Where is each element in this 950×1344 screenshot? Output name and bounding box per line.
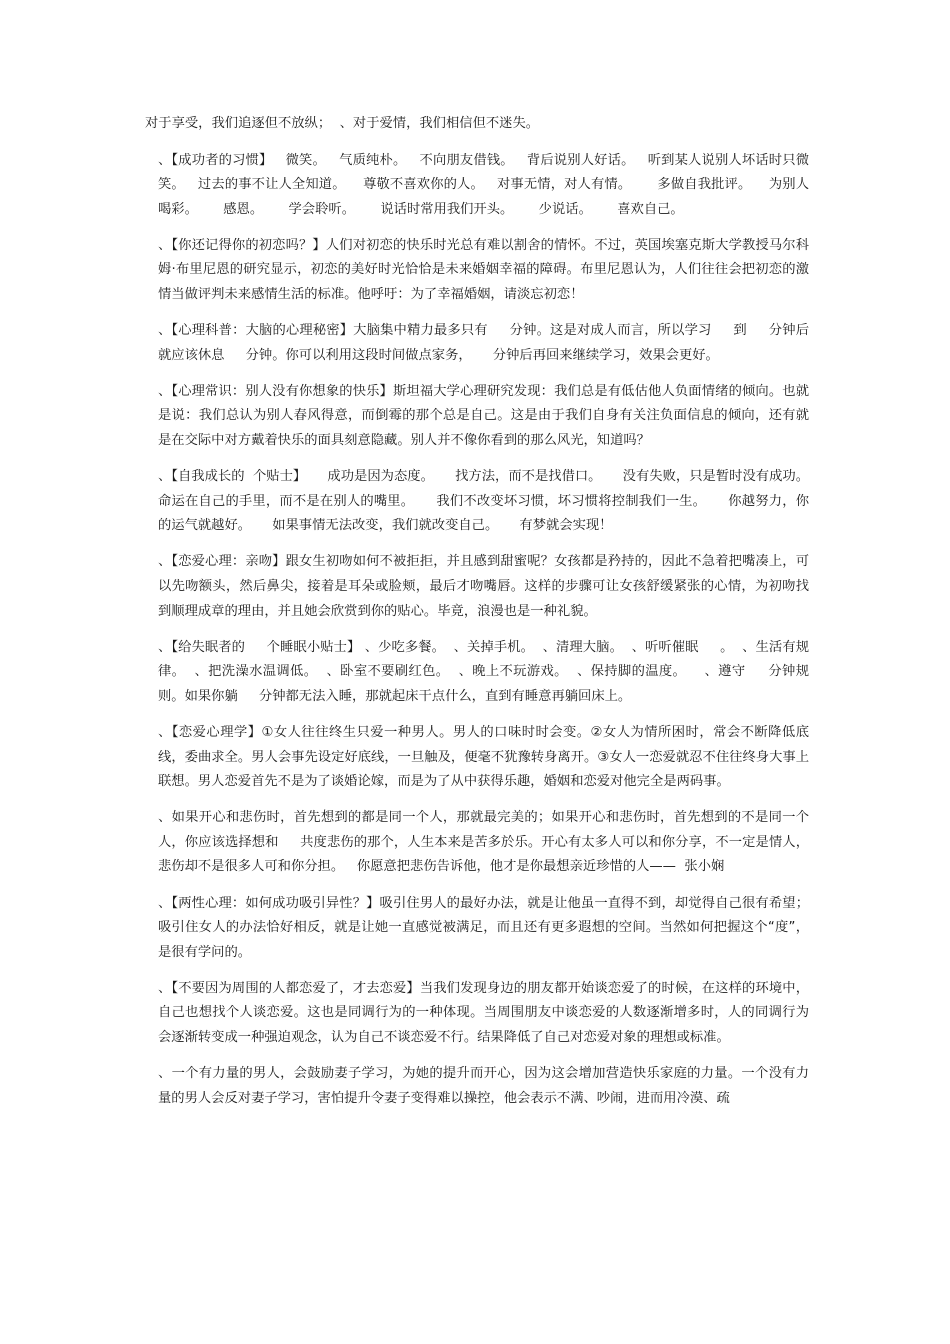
paragraph-attraction: 、【两性心理：如何成功吸引异性？】吸引住男人的最好办法，就是让他虽一直得不到，却觉得自己很有希望；吸引住女人的办法恰好相反，就是让她一直感觉被满足，而且还有更多遐想的空间。当然如何把握这个“度”，是很有学问的。	[158, 895, 809, 960]
document-body	[145, 112, 831, 1123]
paragraph-joy-sorrow: 、如果开心和悲伤时，首先想到的都是同一个人，那就最完美的；如果开心和悲伤时，首先想到的不是同一个人，你应该选择想和 共度悲伤的那个，人生本来是苦多於乐。开心有太多人可以和你分享，不一定是情人，悲伤却不是很多人可和你分担。 你愿意把悲伤告诉他，他才是你最想亲近珍惜的人—— 张小娴	[158, 810, 809, 875]
paragraph-first-love: 、【你还记得你的初恋吗？】人们对初恋的快乐时光总有难以割舍的情怀。不过，英国埃塞克斯大学教授马尔科姆·布里尼恩的研究显示，初恋的美好时光恰恰是未来婚姻幸福的障碍。布里尼恩认为，人们往往会把初恋的激情当做评判未来感情生活的标准。他呼吁：为了幸福婚姻，请淡忘初恋！	[158, 237, 809, 303]
paragraph-peer-pressure: 、【不要因为周围的人都恋爱了，才去恋爱】当我们发现身边的朋友都开始谈恋爱了的时候，在这样的环境中，自己也想找个人谈恋爱。这也是同调行为的一种体现。当周围朋友中谈恋爱的人数逐渐增多时，人的同调行为会逐渐转变成一种强迫观念，认为自己不谈恋爱不行。结果降低了自己对恋爱对象的理想或标准。	[158, 980, 809, 1045]
paragraph-success-habits: 、【成功者的习惯】 微笑。 气质纯朴。 不向朋友借钱。 背后说别人好话。 听到某人说别人坏话时只微笑。 过去的事不让人全知道。 尊敬不喜欢你的人。 对事无情，对人有情。 多做自我批评。 为别人喝彩。 感恩。 学会聆听。 说话时常用我们开头。 少说话。 喜欢自己。	[158, 152, 809, 217]
paragraph-kiss: 、【恋爱心理：亲吻】跟女生初吻如何不被拒拒，并且感到甜蜜呢？女孩都是矜持的，因此不急着把嘴凑上，可以先吻额头，然后鼻尖，接着是耳朵或脸颊，最后才吻嘴唇。这样的步骤可让女孩舒缓紧张的心情，为初吻找到顺理成章的理由，并且她会欣赏到你的贴心。毕竟，浪漫也是一种礼貌。	[158, 554, 809, 619]
paragraph-love-psychology: 、【恋爱心理学】①女人往往终生只爱一种男人。男人的口味时时会变。②女人为情所困时，常会不断降低底线，委曲求全。男人会事先设定好底线，一旦触及，便毫不犹豫转身离开。③女人一恋爱就忍不住往终身大事上联想。男人恋爱首先不是为了谈婚论嫁，而是为了从中获得乐趣，婚姻和恋爱对他完全是两码事。	[158, 724, 809, 790]
paragraph-self-growth: 、【自我成长的 个贴士】 成功是因为态度。 找方法，而不是找借口。 没有失败，只是暂时没有成功。 命运在自己的手里，而不是在别人的嘴里。 我们不改变坏习惯，坏习惯将控制我们一生。 你越努力，你的运气就越好。 如果事情无法改变，我们就改变自己。 有梦就会实现！	[158, 469, 831, 534]
paragraph-sleep-tips: 、【给失眠者的 个睡眠小贴士】 、少吃多餐。 、关掉手机。 、清理大脑。 、听听催眠 。 、生活有规律。 、把洗澡水温调低。 、卧室不要刷红色。 、晚上不玩游戏。 、保持脚的温度。 、遵守 分钟规则。如果你躺 分钟都无法入睡，那就起床干点什么，直到有睡意再躺回床上。	[158, 639, 809, 704]
paragraph-others-happiness: 、【心理常识：别人没有你想象的快乐】斯坦福大学心理研究发现：我们总是有低估他人负面情绪的倾向。也就是说：我们总认为别人春风得意，而倒霉的那个总是自己。这是由于我们自身有关注负面信息的倾向，还有就是在交际中对方戴着快乐的面具刻意隐藏。别人并不像你看到的那么风光，知道吗？	[158, 383, 809, 449]
paragraph-strong-man: 、一个有力量的男人，会鼓励妻子学习，为她的提升而开心，因为这会增加营造快乐家庭的力量。一个没有力量的男人会反对妻子学习，害怕提升令妻子变得难以操控，他会表示不满、吵闹，进而用冷漠、疏	[158, 1066, 809, 1106]
paragraph-enjoyment-love: 对于享受，我们追逐但不放纵； 、对于爱情，我们相信但不迷失。	[145, 116, 540, 131]
paragraph-brain-secret: 、【心理科普：大脑的心理秘密】大脑集中精力最多只有 分钟。这是对成人而言，所以学习 到 分钟后就应该休息 分钟。你可以利用这段时间做点家务， 分钟后再回来继续学习，效果会更好。	[158, 323, 809, 363]
